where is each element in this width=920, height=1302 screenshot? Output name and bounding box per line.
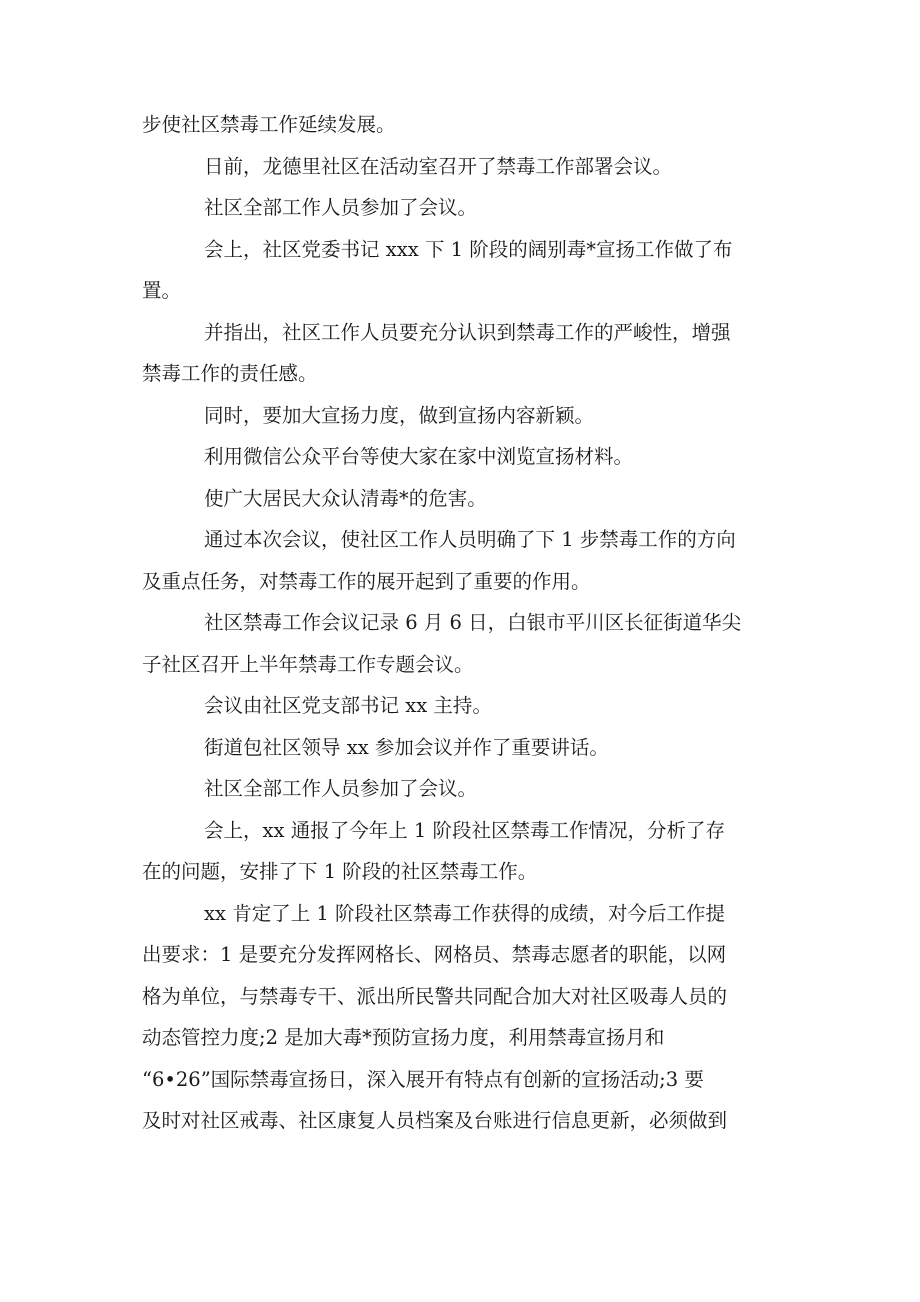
paragraph-line: 社区禁毒工作会议记录 6 月 6 日，白银市平川区长征街道华尖 (204, 611, 742, 634)
paragraph-line: xx 肯定了上 1 阶段社区禁毒工作获得的成绩，对今后工作提 (204, 901, 725, 925)
paragraph-line: 置。 (142, 279, 182, 302)
paragraph-line: 并指出，社区工作人员要充分认识到禁毒工作的严峻性，增强 (204, 320, 731, 344)
paragraph (142, 229, 782, 312)
document-body (142, 104, 782, 1142)
paragraph (142, 436, 782, 478)
paragraph (142, 478, 782, 520)
paragraph-line: 利用微信公众平台等使大家在家中浏览宣扬材料。 (204, 445, 634, 468)
paragraph (142, 312, 782, 395)
paragraph-line: 日前，龙德里社区在活动室召开了禁毒工作部署会议。 (204, 154, 673, 178)
paragraph-line: 同时，要加大宣扬力度，做到宣扬内容新颖。 (204, 403, 595, 427)
paragraph-line: 会上，xx 通报了今年上 1 阶段社区禁毒工作情况，分析了存 (204, 818, 725, 842)
paragraph-line: 社区全部工作人员参加了会议。 (204, 777, 478, 800)
paragraph-line: 出要求：1 是要充分发挥网格长、网格员、禁毒志愿者的职能，以网 (142, 943, 727, 966)
paragraph-line: 在的问题，安排了下 1 阶段的社区禁毒工作。 (142, 860, 538, 883)
paragraph (142, 602, 782, 685)
paragraph (142, 395, 782, 437)
paragraph (142, 727, 782, 769)
paragraph-line: 社区全部工作人员参加了会议。 (204, 196, 478, 219)
paragraph-line: 会上，社区党委书记 xxx 下 1 阶段的阔别毒*宣扬工作做了布 (204, 237, 733, 261)
paragraph (142, 768, 782, 810)
paragraph-line: 街道包社区领导 xx 参加会议并作了重要讲话。 (204, 735, 609, 759)
paragraph-line: 通过本次会议，使社区工作人员明确了下 1 步禁毒工作的方向 (204, 528, 736, 551)
paragraph-line: 会议由社区党支部书记 xx 主持。 (204, 694, 492, 717)
paragraph (142, 104, 782, 146)
paragraph (142, 810, 782, 893)
paragraph-line: 动态管控力度;2 是加大毒*预防宣扬力度，利用禁毒宣扬月和 (142, 1026, 665, 1049)
paragraph-line: 格为单位，与禁毒专干、派出所民警共同配合加大对社区吸毒人员的 (142, 984, 728, 1008)
paragraph-line: 及重点任务，对禁毒工作的展开起到了重要的作用。 (142, 569, 591, 593)
paragraph (142, 519, 782, 602)
paragraph-line: “6•26”国际禁毒宣扬日，深入展开有特点有创新的宣扬活动;3 要 (142, 1067, 704, 1091)
paragraph-line: 使广大居民大众认清毒*的危害。 (204, 486, 487, 510)
paragraph-line: 步使社区禁毒工作延续发展。 (142, 113, 396, 136)
paragraph (142, 187, 782, 229)
paragraph-line: 子社区召开上半年禁毒工作专题会议。 (142, 652, 474, 676)
paragraph-line: 及时对社区戒毒、社区康复人员档案及台账进行信息更新，必须做到 (142, 1109, 728, 1132)
paragraph (142, 685, 782, 727)
paragraph-line: 禁毒工作的责任感。 (142, 362, 318, 385)
paragraph (142, 146, 782, 188)
paragraph (142, 893, 782, 1142)
